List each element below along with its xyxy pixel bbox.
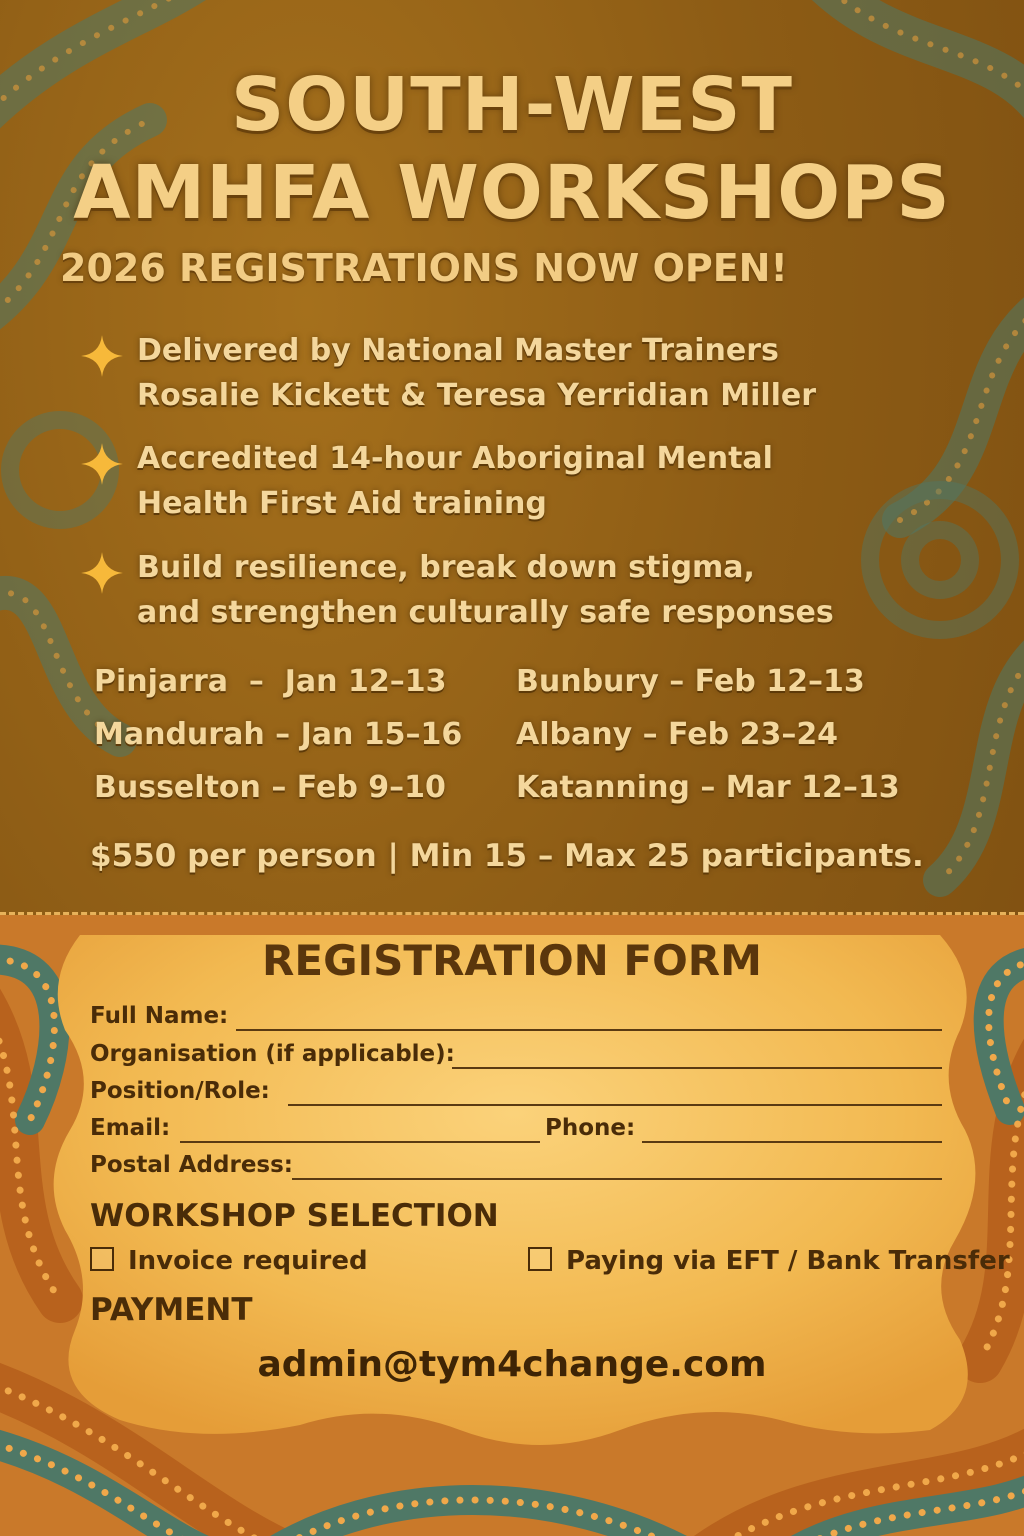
bullet-text-line: and strengthen culturally safe responses xyxy=(137,595,834,630)
bullet-text-line: Build resilience, break down stigma, xyxy=(137,550,755,585)
sparkle-star-icon xyxy=(80,442,124,486)
bullet-text-line: Rosalie Kickett & Teresa Yerridian Miller xyxy=(137,378,817,413)
email-label: Email: xyxy=(90,1115,171,1141)
full-name-label: Full Name: xyxy=(90,1003,229,1029)
email-field[interactable] xyxy=(180,1141,540,1143)
pricing-line: $550 per person | Min 15 – Max 25 participants. xyxy=(90,838,924,874)
eft-option-label: Paying via EFT / Bank Transfer xyxy=(566,1246,1010,1276)
phone-label: Phone: xyxy=(545,1115,636,1141)
invoice-checkbox[interactable] xyxy=(90,1247,114,1271)
schedule-entry-pinjarra: Pinjarra – Jan 12–13 xyxy=(94,664,447,699)
invoice-option-label: Invoice required xyxy=(128,1246,368,1276)
schedule-entry-busselton: Busselton – Feb 9–10 xyxy=(94,770,446,805)
subtitle: 2026 REGISTRATIONS NOW OPEN! xyxy=(60,246,788,290)
schedule-entry-katanning: Katanning – Mar 12–13 xyxy=(516,770,900,805)
sparkle-star-icon xyxy=(80,551,124,595)
bullet-text-line: Accredited 14-hour Aboriginal Mental xyxy=(137,441,773,476)
postal-address-field[interactable] xyxy=(292,1178,942,1180)
eft-option[interactable] xyxy=(528,1246,1010,1276)
form-title: REGISTRATION FORM xyxy=(262,936,762,985)
cut-line-divider xyxy=(0,912,1024,915)
organisation-label: Organisation (if applicable): xyxy=(90,1041,455,1067)
schedule-entry-bunbury: Bunbury – Feb 12–13 xyxy=(516,664,865,699)
payment-heading: PAYMENT xyxy=(90,1292,253,1328)
position-field[interactable] xyxy=(288,1104,942,1106)
phone-field[interactable] xyxy=(642,1141,942,1143)
schedule-entry-albany: Albany – Feb 23–24 xyxy=(516,717,839,752)
bullet-text-line: Delivered by National Master Trainers xyxy=(137,333,779,368)
postal-address-label: Postal Address: xyxy=(90,1152,294,1178)
full-name-field[interactable] xyxy=(236,1029,942,1031)
contact-email-link[interactable]: admin@tym4change.com xyxy=(257,1344,767,1385)
title-line-1: SOUTH-WEST xyxy=(230,62,794,148)
workshop-selection-heading: WORKSHOP SELECTION xyxy=(90,1198,499,1234)
title-line-2: AMHFA WORKSHOPS xyxy=(73,150,951,236)
schedule-entry-mandurah: Mandurah – Jan 15–16 xyxy=(94,717,463,752)
invoice-option[interactable] xyxy=(90,1246,368,1276)
organisation-field[interactable] xyxy=(452,1067,942,1069)
position-label: Position/Role: xyxy=(90,1078,270,1104)
bullet-text-line: Health First Aid training xyxy=(137,486,547,521)
sparkle-star-icon xyxy=(80,334,124,378)
eft-checkbox[interactable] xyxy=(528,1247,552,1271)
